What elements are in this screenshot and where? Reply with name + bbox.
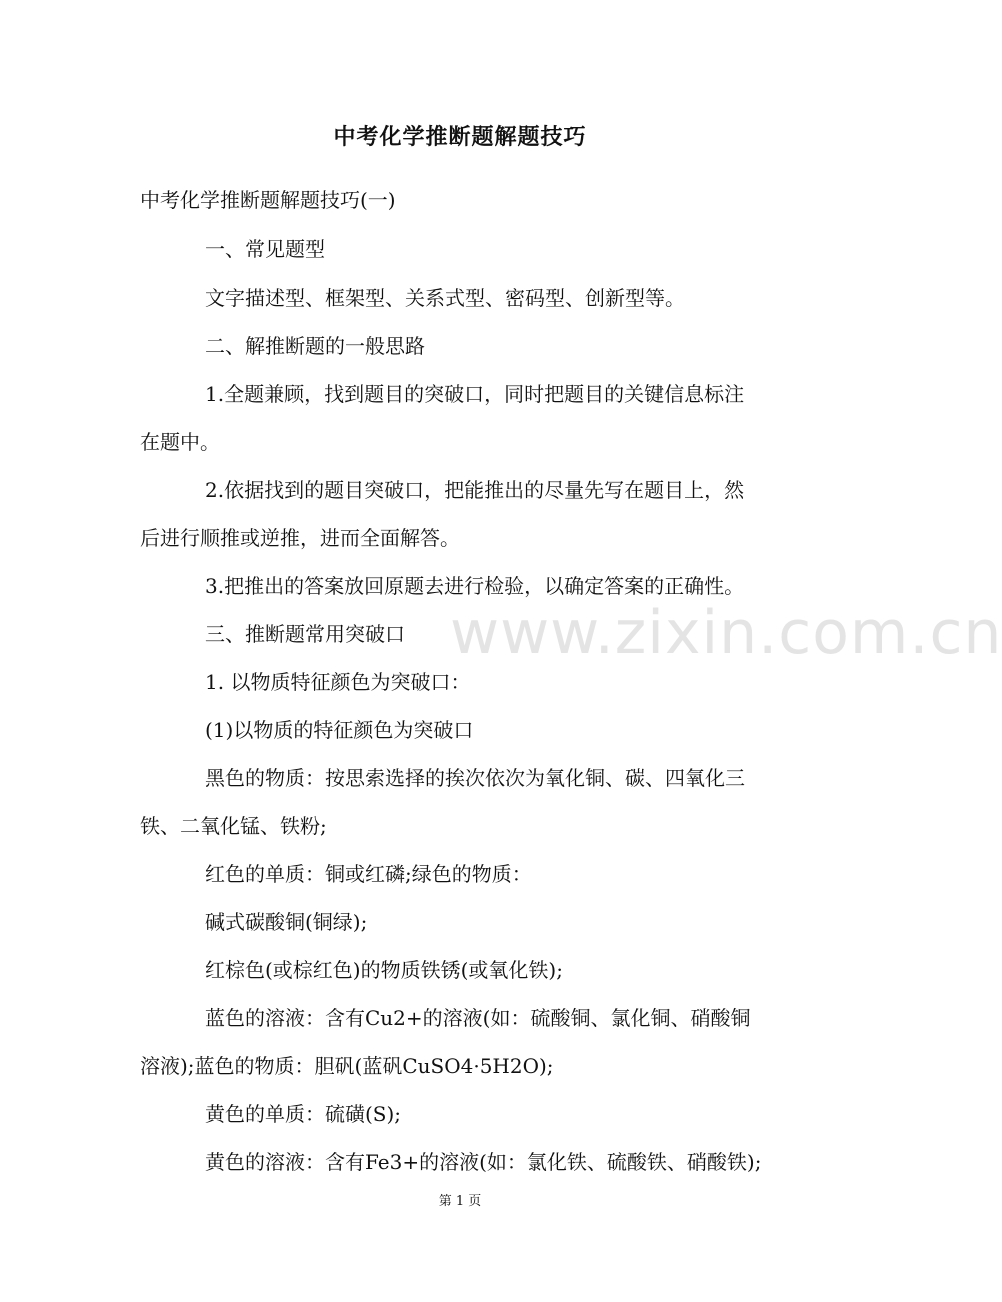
paragraph-line: 溶液);蓝色的物质：胆矾(蓝矾CuSO4·5H2O); — [140, 1054, 554, 1078]
paragraph-line: 红棕色(或棕红色)的物质铁锈(或氧化铁); — [205, 958, 563, 982]
paragraph-line: 1.全题兼顾，找到题目的突破口，同时把题目的关键信息标注 — [205, 382, 745, 406]
paragraph-line: 2.依据找到的题目突破口，把能推出的尽量先写在题目上，然 — [205, 478, 745, 502]
document-title: 中考化学推断题解题技巧 — [333, 124, 587, 150]
paragraph-line: 3.把推出的答案放回原题去进行检验，以确定答案的正确性。 — [205, 574, 745, 598]
paragraph-line: (1)以物质的特征颜色为突破口 — [205, 718, 474, 742]
watermark: www.zixin.com.cn — [450, 598, 1002, 668]
paragraph-line: 后进行顺推或逆推，进而全面解答。 — [140, 526, 460, 550]
section-heading: 中考化学推断题解题技巧(一) — [140, 188, 396, 212]
subheading: 二、解推断题的一般思路 — [205, 334, 425, 358]
paragraph-line: 黄色的溶液：含有Fe3+的溶液(如：氯化铁、硫酸铁、硝酸铁); — [205, 1150, 762, 1174]
paragraph-line: 黄色的单质：硫磺(S); — [205, 1102, 402, 1126]
page-number: 第 1 页 — [438, 1194, 482, 1209]
paragraph-line: 在题中。 — [140, 430, 220, 454]
paragraph-line: 文字描述型、框架型、关系式型、密码型、创新型等。 — [205, 286, 685, 310]
paragraph-line: 红色的单质：铜或红磷;绿色的物质： — [205, 862, 532, 886]
subheading: 一、常见题型 — [205, 237, 325, 261]
paragraph-line: 黑色的物质：按思索选择的挨次依次为氧化铜、碳、四氧化三 — [205, 766, 745, 790]
paragraph-line: 碱式碳酸铜(铜绿); — [205, 910, 368, 934]
paragraph-line: 1. 以物质特征颜色为突破口： — [205, 670, 471, 694]
paragraph-line: 蓝色的溶液：含有Cu2+的溶液(如：硫酸铜、氯化铜、硝酸铜 — [205, 1006, 751, 1030]
subheading: 三、推断题常用突破口 — [205, 622, 405, 646]
paragraph-line: 铁、二氧化锰、铁粉; — [140, 814, 327, 838]
